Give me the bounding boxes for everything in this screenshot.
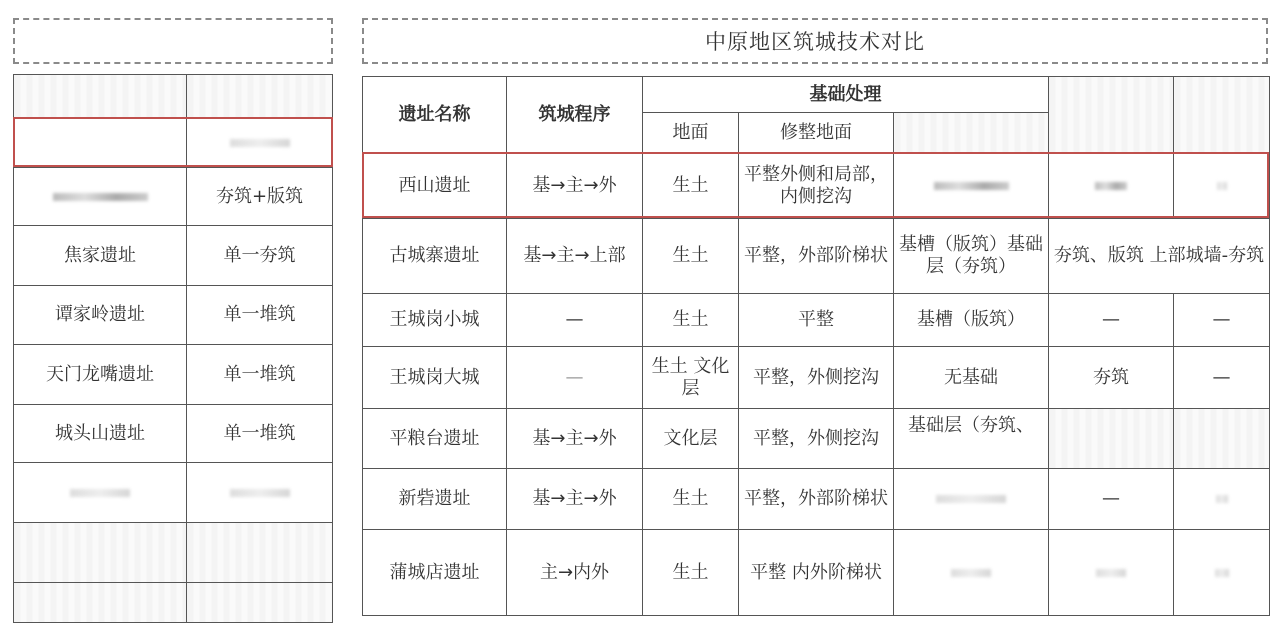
- cell-ground: 文化层: [643, 409, 739, 469]
- left-title-box: [13, 18, 333, 64]
- cell-site: 王城岗小城: [363, 294, 507, 347]
- cell-base: [894, 469, 1049, 530]
- cell-procedure: 基→主→上部: [507, 219, 643, 294]
- blurred-text: [70, 489, 130, 497]
- table-row: [363, 530, 1270, 616]
- left-method: 单一堆筑: [187, 405, 333, 463]
- cell-c7: [1174, 530, 1270, 616]
- cell-base: 基槽（版筑）基础层（夯筑）: [894, 219, 1049, 294]
- cell-base: 基槽（版筑）: [894, 294, 1049, 347]
- blurred-text: [951, 569, 991, 577]
- cell-base: 无基础: [894, 347, 1049, 409]
- cell-ground: 生土: [643, 530, 739, 616]
- blurred-text: [936, 495, 1006, 503]
- blurred-text: [1215, 569, 1229, 577]
- cell-ground: 生土: [643, 469, 739, 530]
- table-row: [14, 226, 333, 286]
- blurred-text: [230, 139, 290, 147]
- header-blurred: [1174, 77, 1270, 153]
- table-row: [14, 168, 333, 226]
- cell-site: 西山遗址: [363, 153, 507, 219]
- cell-procedure: 基→主→外: [507, 153, 643, 219]
- cell-base: 基础层（夯筑、: [894, 409, 1049, 469]
- cell-trim: 平整，外部阶梯状: [739, 469, 894, 530]
- cell-trim: 平整，外侧挖沟: [739, 409, 894, 469]
- blurred-text: [53, 193, 148, 201]
- blurred-text: [1217, 182, 1227, 190]
- cell-procedure: 基→主→外: [507, 469, 643, 530]
- left-cell: [14, 118, 187, 168]
- table-row: [14, 118, 333, 168]
- left-method: 单一堆筑: [187, 286, 333, 345]
- table-row: [14, 583, 333, 623]
- cell-base: [894, 530, 1049, 616]
- cell-ground: 生土: [643, 219, 739, 294]
- cell-procedure: —: [507, 294, 643, 347]
- left-method: 单一夯筑: [187, 226, 333, 286]
- cell-c6: 夯筑: [1049, 347, 1174, 409]
- left-cell: [187, 523, 333, 583]
- left-method: 单一堆筑: [187, 345, 333, 405]
- left-name: 谭家岭遗址: [14, 286, 187, 345]
- table-row: [363, 469, 1270, 530]
- cell-c7: [1174, 469, 1270, 530]
- table-row: [363, 219, 1270, 294]
- cell-c6: [1049, 153, 1174, 219]
- cell-site: 平粮台遗址: [363, 409, 507, 469]
- left-name: 城头山遗址: [14, 405, 187, 463]
- left-cell: [14, 523, 187, 583]
- cell-c7: —: [1174, 294, 1270, 347]
- left-cell: [187, 75, 333, 118]
- left-cell: [14, 583, 187, 623]
- blurred-text: [230, 489, 290, 497]
- left-name: 天门龙嘴遗址: [14, 345, 187, 405]
- cell-c6: —: [1049, 294, 1174, 347]
- header-procedure: 筑城程序: [507, 77, 643, 153]
- left-cell: [14, 168, 187, 226]
- blurred-text: [1216, 495, 1228, 503]
- left-cell: [187, 118, 333, 168]
- cell-site: 蒲城店遗址: [363, 530, 507, 616]
- cell-procedure: 基→主→外: [507, 409, 643, 469]
- cell-site: 王城岗大城: [363, 347, 507, 409]
- header-blurred: [1049, 77, 1174, 153]
- table-row: [14, 286, 333, 345]
- table-row: [363, 294, 1270, 347]
- cell-site: 新砦遗址: [363, 469, 507, 530]
- cell-wall: 夯筑、版筑 上部城墙-夯筑: [1049, 219, 1270, 294]
- cell-procedure: 主→内外: [507, 530, 643, 616]
- cell-site: 古城寨遗址: [363, 219, 507, 294]
- blurred-text: [1096, 569, 1126, 577]
- left-cell: [14, 75, 187, 118]
- cell-base: [894, 153, 1049, 219]
- table-row: [363, 409, 1270, 469]
- cell-c7: [1174, 409, 1270, 469]
- left-cell: [187, 463, 333, 523]
- table-row: [14, 463, 333, 523]
- table-row: [363, 153, 1270, 219]
- cell-c6: [1049, 409, 1174, 469]
- comparison-table: [362, 76, 1270, 616]
- cell-ground: 生土: [643, 294, 739, 347]
- cell-c7: [1174, 153, 1270, 219]
- cell-c6: [1049, 530, 1174, 616]
- cell-trim: 平整 内外阶梯状: [739, 530, 894, 616]
- cell-ground: 生土: [643, 153, 739, 219]
- header-foundation: 基础处理: [643, 77, 1049, 113]
- table-row: [363, 347, 1270, 409]
- blurred-text: [934, 182, 1009, 190]
- table-title-text: 中原地区筑城技术对比: [705, 30, 925, 54]
- header-row: [363, 77, 1270, 113]
- left-table: [13, 74, 333, 623]
- table-row: [14, 75, 333, 118]
- cell-trim: 平整，外部阶梯状: [739, 219, 894, 294]
- left-cell: [187, 583, 333, 623]
- header-site: 遗址名称: [363, 77, 507, 153]
- table-title: [362, 18, 1268, 64]
- left-method: 夯筑+版筑: [187, 168, 333, 226]
- cell-trim: 平整: [739, 294, 894, 347]
- table-row: [14, 345, 333, 405]
- cell-trim: 平整外侧和局部，内侧挖沟: [739, 153, 894, 219]
- left-cell: [14, 463, 187, 523]
- table-row: [14, 523, 333, 583]
- cell-procedure: —: [507, 347, 643, 409]
- header-ground: 地面: [643, 113, 739, 153]
- header-blurred: [894, 113, 1049, 153]
- header-trim: 修整地面: [739, 113, 894, 153]
- blurred-text: [1095, 182, 1127, 190]
- cell-trim: 平整，外侧挖沟: [739, 347, 894, 409]
- table-row: [14, 405, 333, 463]
- cell-ground: 生土 文化层: [643, 347, 739, 409]
- cell-c7: —: [1174, 347, 1270, 409]
- cell-c6: —: [1049, 469, 1174, 530]
- left-name: 焦家遗址: [14, 226, 187, 286]
